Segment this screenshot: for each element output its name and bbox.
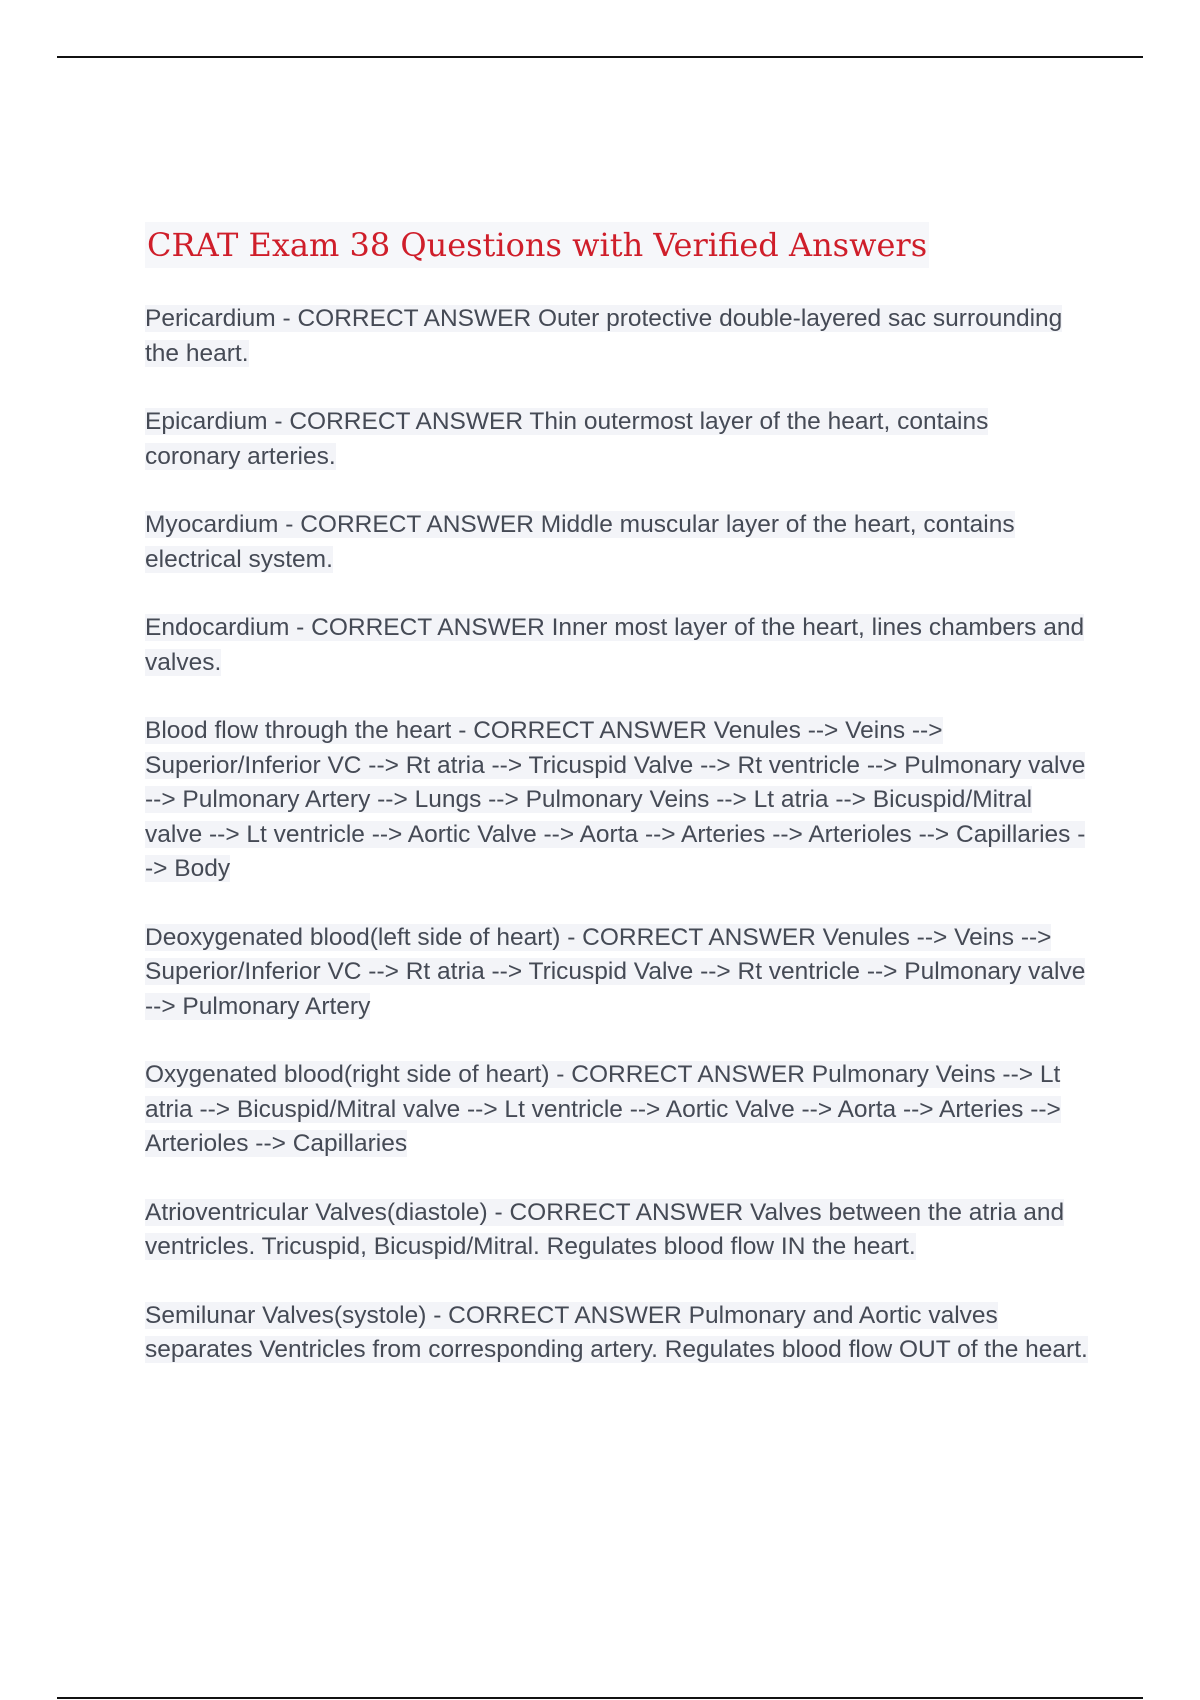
qa-answer: Inner most layer of the heart, lines chambers and valves. (145, 614, 1085, 676)
qa-term: Oxygenated blood(right side of heart) (145, 1061, 550, 1088)
qa-answer: Venules --> Veins --> Superior/Inferior VC --> Rt atria --> Tricuspid Valve --> Rt ventricle --> Pulmonary valve --> Pulmonary Artery (145, 923, 1086, 1020)
qa-term: Pericardium (145, 305, 276, 332)
qa-item (145, 714, 1090, 887)
qa-answer: Middle muscular layer of the heart, contains electrical system. (145, 511, 1015, 573)
qa-separator: - CORRECT ANSWER (549, 1061, 812, 1088)
qa-answer: Thin outermost layer of the heart, contains coronary arteries. (145, 408, 989, 470)
qa-separator: - CORRECT ANSWER (426, 1301, 689, 1329)
qa-list (145, 302, 1090, 1402)
qa-term: Endocardium (145, 614, 290, 641)
qa-separator: - CORRECT ANSWER (451, 717, 714, 744)
qa-item (145, 508, 1090, 577)
qa-separator: - CORRECT ANSWER (560, 923, 823, 951)
qa-term: Myocardium (145, 511, 279, 538)
qa-answer: Outer protective double-layered sac surrounding the heart. (145, 305, 1063, 367)
qa-item (145, 611, 1090, 680)
qa-separator: - CORRECT ANSWER (267, 408, 530, 435)
qa-separator: - CORRECT ANSWER (487, 1198, 750, 1226)
qa-item (145, 405, 1090, 474)
top-rule (57, 56, 1143, 58)
qa-item (145, 1299, 1090, 1368)
qa-separator: - CORRECT ANSWER (278, 511, 541, 538)
qa-item (145, 1058, 1090, 1162)
qa-answer: Pulmonary Veins --> Lt atria --> Bicuspid/Mitral valve --> Lt ventricle --> Aortic Valve --> Aorta --> Arteries --> Arterioles --> Capillaries (145, 1061, 1061, 1157)
qa-term: Atrioventricular Valves(diastole) (145, 1198, 488, 1226)
bottom-rule (57, 1697, 1143, 1699)
qa-separator: - CORRECT ANSWER (275, 305, 538, 332)
qa-item (145, 921, 1090, 1025)
qa-term: Semilunar Valves(systole) (145, 1301, 427, 1329)
document-title: CRAT Exam 38 Questions with Verified Answers (145, 222, 929, 268)
qa-term: Blood flow through the heart (145, 717, 452, 744)
qa-item (145, 302, 1090, 371)
qa-separator: - CORRECT ANSWER (289, 614, 552, 641)
qa-item (145, 1196, 1090, 1265)
qa-answer: Valves between the atria and ventricles. Tricuspid, Bicuspid/Mitral. Regulates blood flow IN the heart. (145, 1198, 1065, 1260)
qa-term: Deoxygenated blood(left side of heart) (145, 923, 561, 951)
qa-term: Epicardium (145, 408, 268, 435)
qa-answer: Pulmonary and Aortic valves separates Ventricles from corresponding artery. Regulates blood flow OUT of the heart. (145, 1301, 1088, 1363)
qa-answer: Venules --> Veins --> Superior/Inferior VC --> Rt atria --> Tricuspid Valve --> Rt ventricle --> Pulmonary valve --> Pulmonary Artery --> Lungs --> Pulmonary Veins --> Lt atria --> Bicuspid/Mitral valve --> Lt ventricle --> Aortic Valve --> Aorta --> Arteries --> Arterioles --> Capillaries --> Body (145, 717, 1086, 882)
